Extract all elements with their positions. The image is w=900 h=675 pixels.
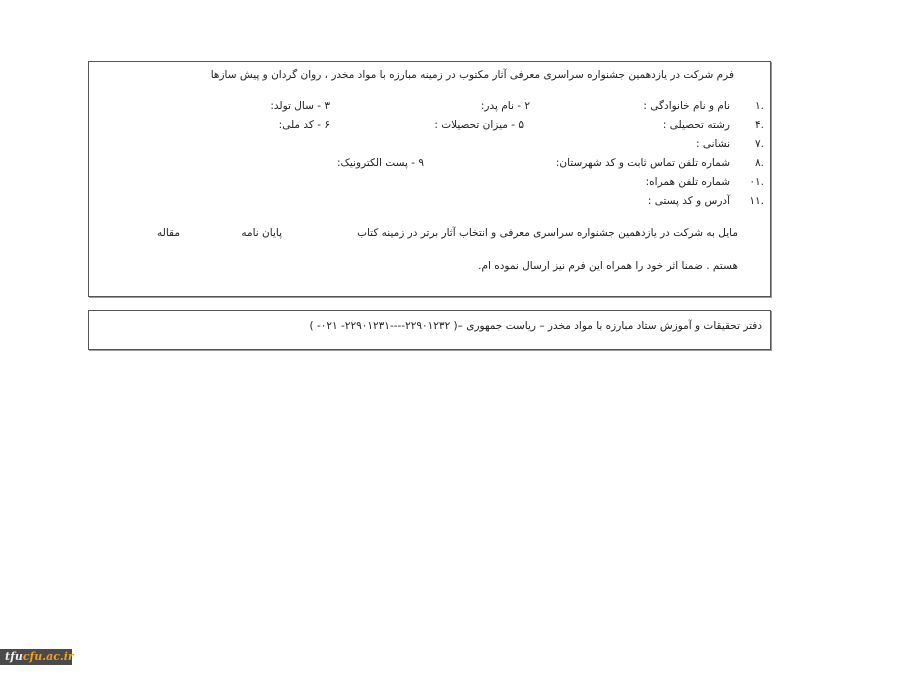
option-thesis: پایان نامه xyxy=(241,227,282,239)
contact-footer-box xyxy=(88,310,771,350)
field-number-11: .۱۱ xyxy=(749,195,764,207)
field-birth-year-label: ۳ - سال تولد: xyxy=(270,100,330,112)
logo-tfu-text: tfu xyxy=(5,650,23,663)
logo-domain-text: cfu.ac.ir xyxy=(22,650,74,663)
field-number-1: .۱ xyxy=(755,100,764,112)
field-landline-label: شماره تلفن تماس ثابت و کد شهرستان: xyxy=(555,157,730,169)
field-full-name-label: نام و نام خانوادگی : xyxy=(643,100,730,112)
field-number-10: .۰۱ xyxy=(749,176,764,188)
field-address-label: نشانی : xyxy=(695,138,730,150)
field-father-name-label: ۲ - نام پدر: xyxy=(480,100,530,112)
declaration-line-1: مایل به شرکت در یازدهمین جشنواره سراسری معرفی و انتخاب آثار برتر در زمینه کتاب xyxy=(357,227,738,239)
site-logo[interactable] xyxy=(0,649,72,665)
declaration-line-2: هستم . ضمنا اثر خود را همراه این فرم نیز ارسال نموده ام. xyxy=(478,260,738,272)
form-title: فرم شرکت در یازدهمین جشنواره سراسری معرفی آثار مکتوب در زمینه مبارزه با مواد مخدر ، روان گردان و پیش سازها xyxy=(210,69,734,81)
field-number-8: .۸ xyxy=(755,157,764,169)
field-email-label: ۹ - پست الکترونیک: xyxy=(336,157,424,169)
option-article: مقاله xyxy=(157,227,180,239)
field-postal-address-label: آدرس و کد پستی : xyxy=(647,195,730,207)
field-education-level-label: ۵ - میزان تحصیلات : xyxy=(434,119,524,131)
registration-form-box xyxy=(88,61,771,297)
field-number-7: .۷ xyxy=(755,138,764,150)
field-national-id-label: ۶ - کد ملی: xyxy=(278,119,330,131)
field-mobile-label: شماره تلفن همراه: xyxy=(645,176,730,188)
field-number-4: .۴ xyxy=(755,119,764,131)
field-major-label: رشته تحصیلی : xyxy=(662,119,730,131)
contact-info-text: دفتر تحقیقات و آموزش ستاد مبارزه با مواد مخدر – ریاست جمهوری –( ۲۲۹۰۱۲۳۲----۲۲۹۰۱۲۳۱- ۰۲۱- ) xyxy=(309,320,762,332)
